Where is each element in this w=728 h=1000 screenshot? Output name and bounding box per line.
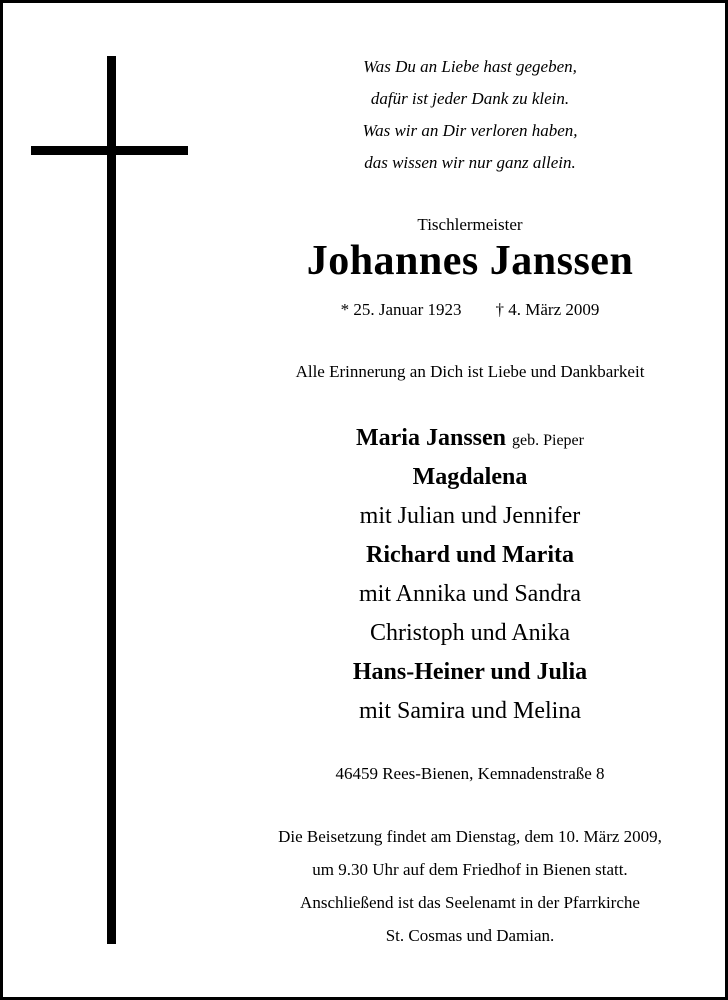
motto: Alle Erinnerung an Dich ist Liebe und Dankbarkeit [295,362,645,381]
family-widow [200,425,728,452]
poem-line-4: das wissen wir nur ganz allein. [364,153,576,172]
life-dates [200,300,728,320]
address: 46459 Rees-Bienen, Kemnadenstraße 8 [335,764,605,783]
funeral-line-2: um 9.30 Uhr auf dem Friedhof in Bienen statt. [312,860,628,879]
widow-maiden-name: geb. Pieper [512,432,584,449]
family-line-2: mit Julian und Jennifer [359,503,581,529]
funeral-line-1: Die Beisetzung findet am Dienstag, dem 10. März 2009, [278,827,662,846]
birth-date: * 25. Januar 1923 [340,300,462,319]
poem-line-2: dafür ist jeder Dank zu klein. [370,89,570,108]
funeral-line-4: St. Cosmas und Damian. [385,926,555,945]
family-line-4: mit Annika und Sandra [359,581,581,607]
family-line-3: Richard und Marita [365,542,574,568]
cross-icon-vertical-beam [107,56,116,944]
family-line-5: Christoph und Anika [369,620,570,646]
deceased-name: Johannes Janssen [306,238,634,284]
widow-name: Maria Janssen [356,425,506,451]
cross-icon-horizontal-beam [31,146,188,155]
death-date: † 4. März 2009 [495,300,600,319]
funeral-line-3: Anschließend ist das Seelenamt in der Pfarrkirche [300,893,640,912]
family-line-7: mit Samira und Melina [359,698,581,724]
poem-line-1: Was Du an Liebe hast gegeben, [363,57,577,76]
family-line-6: Hans-Heiner und Julia [352,659,588,685]
profession-title: Tischlermeister [417,215,523,234]
family-line-1: Magdalena [412,464,528,490]
poem-line-3: Was wir an Dir verloren haben, [362,121,578,140]
